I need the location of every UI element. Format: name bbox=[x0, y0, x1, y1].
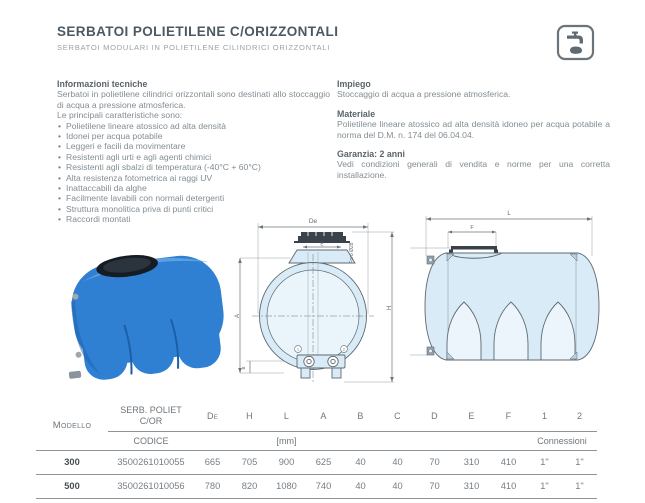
cell-d: 70 bbox=[416, 450, 453, 474]
cell-conn1: 1" bbox=[527, 450, 562, 474]
unit-spacer bbox=[379, 431, 527, 450]
table-row-500 bbox=[36, 474, 597, 498]
feature-item: • Raccordi montati bbox=[57, 214, 330, 224]
cell-b: 40 bbox=[342, 474, 379, 498]
dim-label-de: De bbox=[308, 218, 318, 225]
garanzia-text: Vedi condizioni generali di vendita e norme per una corretta installazione. bbox=[337, 159, 610, 180]
cell-model: 300 bbox=[36, 450, 108, 474]
col-header-f: F bbox=[490, 401, 527, 431]
connessioni-label: Connessioni bbox=[527, 431, 597, 450]
side-view-drawing bbox=[410, 216, 599, 360]
col-header-l: L bbox=[268, 401, 305, 431]
informazioni-heading: Informazioni tecniche bbox=[57, 79, 148, 89]
garanzia-heading: Garanzia: 2 anni bbox=[337, 149, 405, 160]
dim-label-a: A bbox=[235, 313, 241, 319]
cell-model: 500 bbox=[36, 474, 108, 498]
feature-item: • Struttura monolitica priva di punti critici bbox=[57, 204, 330, 214]
cell-conn2: 1" bbox=[562, 450, 597, 474]
col-header-d: D bbox=[416, 401, 453, 431]
cell-a: 625 bbox=[305, 450, 342, 474]
cell-conn1: 1" bbox=[527, 474, 562, 498]
cell-a: 740 bbox=[305, 474, 342, 498]
impiego-heading: Impiego bbox=[337, 79, 371, 89]
cell-conn2: 1" bbox=[562, 474, 597, 498]
port-label-1: 1 bbox=[296, 346, 300, 352]
feature-item: • Idonei per acqua potabile bbox=[57, 131, 330, 141]
front-view-drawing bbox=[238, 223, 394, 384]
col-header-conn1: 1 bbox=[527, 401, 562, 431]
col-header-product-line2: C/OR bbox=[139, 415, 163, 426]
impiego-text: Stoccaggio di acqua a pressione atmosferica. bbox=[337, 89, 511, 100]
dim-label-l: L bbox=[507, 211, 511, 217]
cell-de: 665 bbox=[194, 450, 231, 474]
dim-label-e: E bbox=[320, 241, 324, 248]
cell-de: 780 bbox=[194, 474, 231, 498]
col-header-de: De bbox=[194, 401, 231, 431]
cell-h: 705 bbox=[231, 450, 268, 474]
cell-e: 310 bbox=[453, 450, 490, 474]
page-subtitle: SERBATOI MODULARI IN POLIETILENE CILINDRICI ORIZZONTALI bbox=[57, 43, 331, 52]
col-header-product-line1: SERB. POLIET bbox=[120, 404, 182, 415]
cell-c: 40 bbox=[379, 450, 416, 474]
garanzia-block bbox=[337, 149, 610, 180]
informazioni-list-intro: Le principali caratteristiche sono: bbox=[57, 110, 183, 121]
unit-label: [mm] bbox=[194, 431, 379, 450]
cell-b: 40 bbox=[342, 450, 379, 474]
feature-item: • Resistenti agli urti e agli agenti chimici bbox=[57, 152, 330, 162]
cell-d: 70 bbox=[416, 474, 453, 498]
port-label-2: 2 bbox=[342, 346, 346, 352]
materiale-heading: Materiale bbox=[337, 108, 376, 119]
col-subheader-codice: CODICE bbox=[108, 431, 194, 450]
col-header-a: A bbox=[305, 401, 342, 431]
cell-e: 310 bbox=[453, 474, 490, 498]
feature-item: • Alta resistenza fotometrica ai raggi UV bbox=[57, 173, 330, 183]
impiego-block bbox=[337, 79, 610, 100]
materiale-block bbox=[337, 109, 610, 140]
cell-l: 1080 bbox=[268, 474, 305, 498]
figures-strip bbox=[0, 196, 645, 402]
cell-h: 820 bbox=[231, 474, 268, 498]
water-tap-icon bbox=[556, 24, 596, 62]
cell-f: 410 bbox=[490, 474, 527, 498]
cell-c: 40 bbox=[379, 474, 416, 498]
informazioni-intro: Serbatoi in polietilene cilindrici orizzontali sono destinati allo stoccaggio di acqua a pressione atmosferica. bbox=[57, 89, 330, 110]
dim-label-f: F bbox=[470, 225, 474, 231]
feature-item: • Facilmente lavabili con normali detergenti bbox=[57, 193, 330, 203]
dim-label-h: H bbox=[387, 305, 393, 311]
materiale-text: Polietilene lineare atossico ad alta densità idoneo per acqua potabile a norma del D.M. n. 174 del 06.04.04. bbox=[337, 119, 610, 140]
col-header-c: C bbox=[379, 401, 416, 431]
page-title: SERBATOI POLIETILENE C/ORIZZONTALI bbox=[57, 24, 339, 39]
col-header-conn2: 2 bbox=[562, 401, 597, 431]
feature-item: • Polietilene lineare atossico ad alta densità bbox=[57, 121, 330, 131]
cell-code: 3500261010055 bbox=[108, 450, 194, 474]
table-row-300 bbox=[36, 450, 597, 474]
col-header-modello: Modello bbox=[36, 401, 108, 450]
details-section bbox=[337, 79, 610, 189]
col-header-product bbox=[108, 401, 194, 431]
col-header-h: H bbox=[231, 401, 268, 431]
cell-l: 900 bbox=[268, 450, 305, 474]
cell-code: 3500261010056 bbox=[108, 474, 194, 498]
dim-label-b: B bbox=[241, 366, 246, 370]
spec-table bbox=[36, 401, 597, 499]
col-header-e: E bbox=[453, 401, 490, 431]
tank-photo bbox=[55, 245, 229, 384]
cell-f: 410 bbox=[490, 450, 527, 474]
col-header-b: B bbox=[342, 401, 379, 431]
feature-item: • Resistenti agli sbalzi di temperatura (-40°C + 60°C) bbox=[57, 162, 330, 172]
feature-item: • Leggeri e facili da movimentare bbox=[57, 141, 330, 151]
feature-item: • Inattaccabili da alghe bbox=[57, 183, 330, 193]
dim-label-foro: Foro Ø28 bbox=[349, 242, 355, 264]
